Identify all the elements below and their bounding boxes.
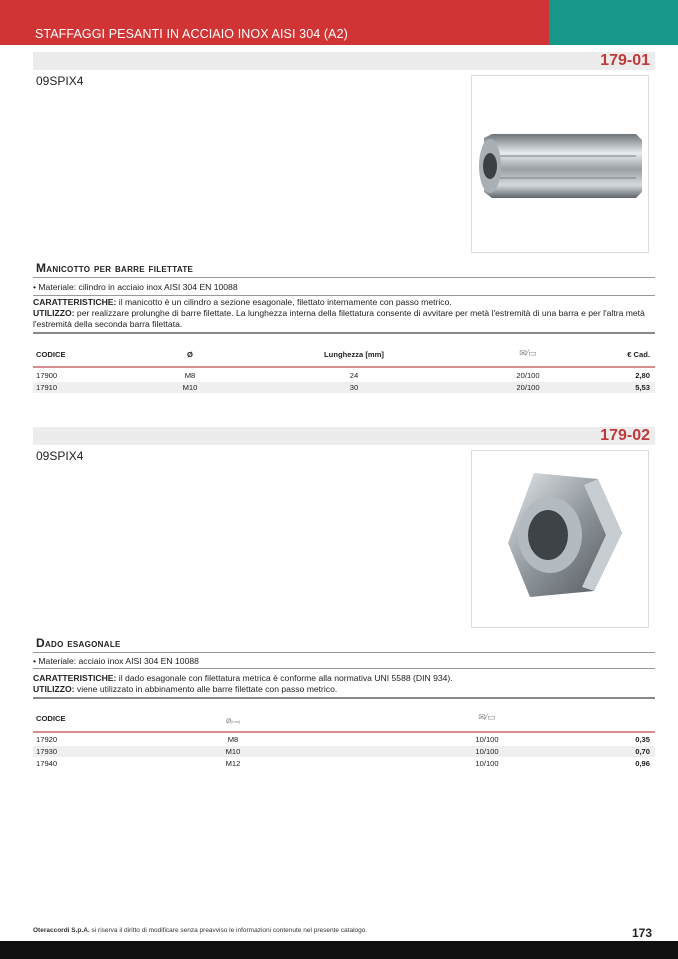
material-text: • Materiale: cilindro in acciaio inox AISI 304 EN 10088: [33, 282, 238, 292]
divider: [33, 332, 655, 334]
cell-price: 0,96: [635, 759, 650, 768]
cell-diameter: M8: [184, 371, 196, 380]
section-bar: [33, 52, 655, 70]
use-text: viene utilizzato in abbinamento alle barre filettate con passo metrico.: [74, 684, 338, 694]
cell-price: 2,80: [635, 371, 650, 380]
cell-price: 0,70: [635, 747, 650, 756]
page-number: 173: [631, 926, 652, 940]
product-code: 179-02: [600, 427, 650, 444]
cell-price: 5,53: [635, 383, 650, 392]
col-price: € Cad.: [627, 350, 650, 359]
cell-diameter: M8: [227, 735, 239, 744]
char-label: CARATTERISTICHE:: [33, 673, 117, 683]
product-title: Manicotto per barre filettate: [36, 261, 194, 275]
char-text: il dado esagonale con filettatura metrica è conforme alla normativa UNI 5588 (DIN 934).: [116, 673, 453, 683]
col-diameter: Ø: [187, 350, 193, 359]
product-title: Dado esagonale: [36, 636, 121, 650]
page-title: STAFFAGGI PESANTI IN ACCIAIO INOX AISI 304 (A2): [35, 27, 348, 41]
use-label: UTILIZZO:: [33, 684, 75, 694]
cell-code: 17900: [36, 371, 58, 380]
header-accent: [549, 0, 678, 45]
footer-text: si riserva il diritto di modificare senza preavviso le informazioni contenute nel presente catalogo.: [89, 927, 368, 934]
row-bg: [33, 382, 655, 393]
col-codice: CODICE: [36, 350, 66, 359]
product-image-coupling-nut: [471, 75, 649, 253]
section-bar: [33, 427, 655, 445]
product-code: 179-01: [600, 52, 650, 69]
cell-package: 10/100: [475, 735, 499, 744]
use-text: per realizzare prolunghe di barre filettate. La lunghezza interna della filettatura consente di avvitare per metà l'estremità di una barra e per l'altra metà l'estremità della seconda barra filettata.: [33, 308, 645, 329]
description: [33, 673, 655, 695]
footer-bar: [0, 941, 678, 959]
product-sku: 09SPIX4: [36, 449, 84, 463]
divider: [33, 652, 655, 653]
cell-code: 17930: [36, 747, 58, 756]
col-codice: CODICE: [36, 714, 66, 723]
description: [33, 297, 655, 330]
divider: [33, 668, 655, 669]
divider: [33, 295, 655, 296]
cell-package: 10/100: [475, 759, 499, 768]
material-text: • Materiale: acciaio inox AISI 304 EN 10088: [33, 656, 199, 666]
char-label: CARATTERISTICHE:: [33, 297, 117, 307]
cell-code: 17940: [36, 759, 58, 768]
col-length: Lunghezza [mm]: [324, 350, 384, 359]
diameter-icon: ⌀[mm]: [225, 715, 241, 725]
cell-code: 17910: [36, 383, 58, 392]
cell-diameter: M12: [225, 759, 241, 768]
product-sku: 09SPIX4: [36, 74, 84, 88]
table-header-line: [33, 731, 655, 733]
package-icon: ✉⁄▭: [519, 348, 537, 358]
footer-notice: [33, 927, 367, 934]
package-icon: ✉⁄▭: [478, 712, 496, 722]
char-text: il manicotto è un cilindro a sezione esagonale, filettato internamente con passo metrico.: [116, 297, 452, 307]
cell-code: 17920: [36, 735, 58, 744]
cell-diameter: M10: [225, 747, 241, 756]
row-bg: [33, 746, 655, 757]
cell-package: 20/100: [516, 371, 540, 380]
table-header-line: [33, 366, 655, 368]
divider: [33, 697, 655, 699]
divider: [33, 277, 655, 278]
use-label: UTILIZZO:: [33, 308, 75, 318]
product-image-hex-nut: [471, 450, 649, 628]
col-diameter-unit: [mm]: [231, 719, 241, 724]
footer-company: Oteraccordi S.p.A.: [33, 927, 90, 934]
cell-package: 20/100: [516, 383, 540, 392]
cell-package: 10/100: [475, 747, 499, 756]
cell-price: 0,35: [635, 735, 650, 744]
cell-length: 30: [349, 383, 359, 392]
cell-length: 24: [349, 371, 359, 380]
cell-diameter: M10: [182, 383, 198, 392]
